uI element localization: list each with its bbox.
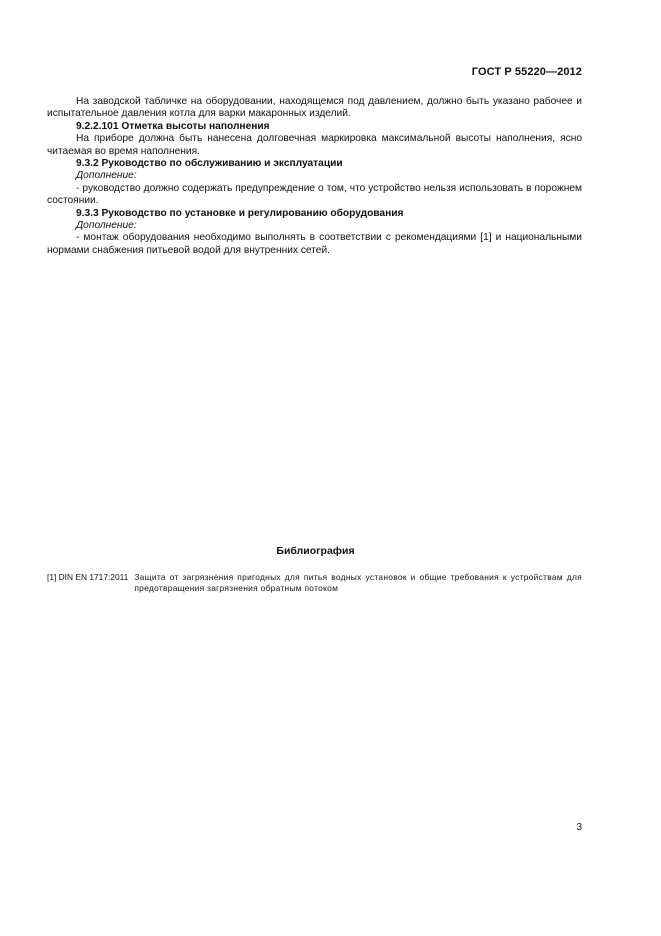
paragraph-operation-manual: - руководство должно содержать предупреждение о том, что устройство нельзя использовать в порожнем состоянии. [47,182,582,207]
bibliography-description: Защита от загрязнения пригодных для питья водных установок и общие требования к устройствам для предотвращения загрязнения обратным потоком [134,572,582,593]
paragraph-fill-level: На приборе должна быть нанесена долговечная маркировка максимальной высоты наполнения, ясно читаемая во время наполнения. [47,133,582,157]
addition-label: Дополнение: [76,170,137,182]
section-heading-installation-manual: 9.3.3 Руководство по установке и регулированию оборудования [76,207,404,219]
bibliography-title: Библиография [276,545,355,557]
paragraph-nameplate: На заводской табличке на оборудовании, находящемся под давлением, должно быть указано рабочее и испытательное давления котла для варки макаронных изделий. [47,96,582,120]
paragraph-installation-manual: - монтаж оборудования необходимо выполнять в соответствии с рекомендациями [1] и национальными нормами снабжения питьевой водой для внутренних сетей. [47,232,582,256]
document-code-header: ГОСТ Р 55220—2012 [471,66,582,78]
bibliography-entry [47,572,582,594]
bibliography-reference: [1] DIN EN 1717:2011 [47,572,129,582]
page-number: 3 [576,822,582,833]
section-heading-operation-manual: 9.3.2 Руководство по обслуживанию и эксплуатации [76,158,343,170]
document-body [47,96,582,257]
addition-label: Дополнение: [76,220,137,232]
section-heading-fill-level: 9.2.2.101 Отметка высоты наполнения [76,120,270,132]
